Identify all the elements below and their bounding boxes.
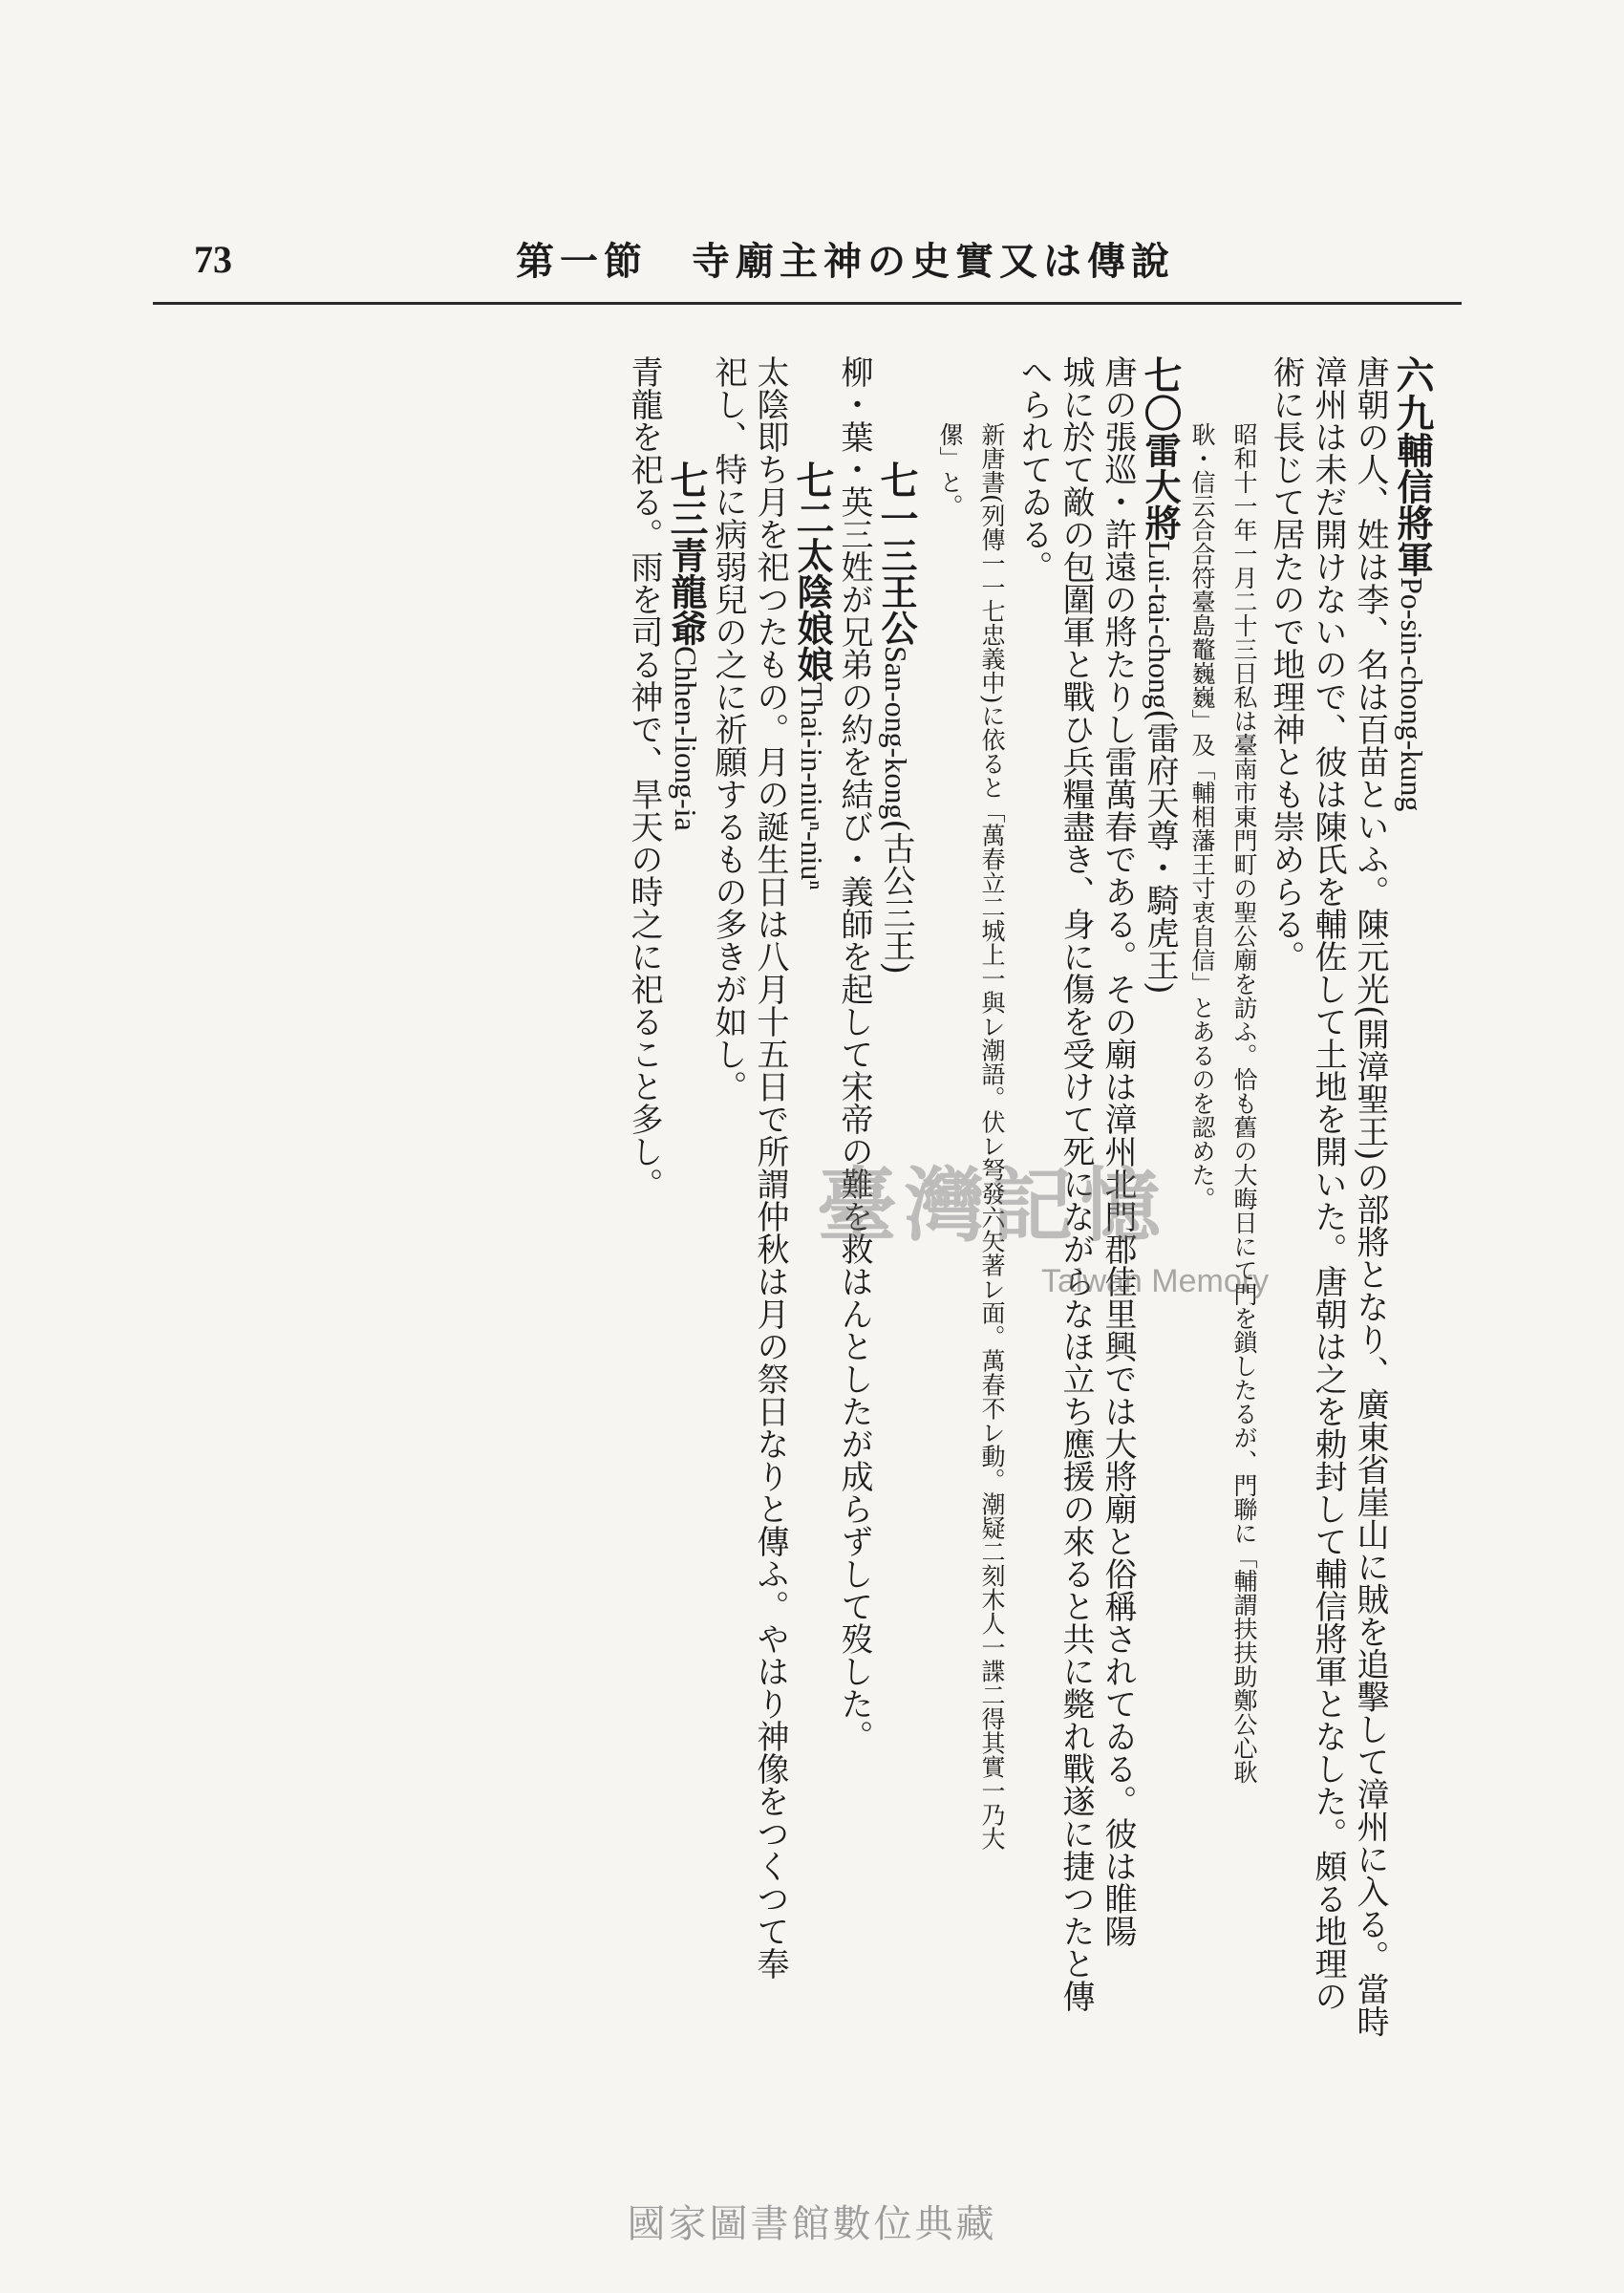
- section-alias: (雷府天尊・騎虎王): [1141, 708, 1179, 995]
- note-line: 新唐書(列傳一一七忠義中)に依ると「萬春立二城上一與レ潮語。伏レ弩發六矢著レ面。萬春不レ動。潮疑二刻木人一諜二得其實一乃大: [978, 422, 1006, 1851]
- paragraph-line: 柳・葉・英三姓が兄弟の約を結び・義師を起して宋帝の難を救はんとしたが成らずして歿した。: [835, 355, 873, 1752]
- note-line: 傫」と。: [936, 422, 964, 518]
- note-line: 耿・信云合合符臺島鼇巍巍」及「輔相藩王寸衷自信」とあるのを認めた。: [1188, 422, 1216, 1211]
- paragraph-line: 唐朝の人、姓は李、名は百苗といふ。陳元光(開漳聖王)の部將となり、廣東省崖山に賊を追擊して漳州に入る。當時: [1351, 355, 1389, 2038]
- section-title: 太陰娘娘: [791, 537, 834, 682]
- section-73-heading: [665, 355, 707, 1922]
- section-number: 七〇: [1138, 355, 1183, 432]
- text-body: [196, 355, 1435, 2038]
- paragraph-line: 太陰即ち月を祀つたもの。月の誕生日は八月十五日で所謂仲秋は月の祭日なりと傳ふ。やはり神像をつくつて奉: [751, 355, 789, 1980]
- section-romanization: Thai-in-niuⁿ-niuⁿ: [795, 682, 829, 890]
- section-romanization: Lui-tai-chong: [1143, 541, 1177, 709]
- section-alias: (古公三王): [877, 819, 915, 975]
- section-title: 三王公: [875, 537, 918, 646]
- section-romanization: Chhen-liong-ia: [669, 646, 703, 831]
- section-romanization: San-ong-kong: [879, 646, 913, 820]
- header-rule: [153, 302, 1462, 305]
- paragraph-line: 城に於て敵の包圍軍と戰ひ兵糧盡き、身に傷を受けて死にながらなほ立ち應援の來ると共に斃れ戰遂に捷つたと傳: [1057, 355, 1095, 2012]
- footer-credit: 國家圖書館數位典藏: [627, 2202, 997, 2246]
- section-71-heading: [875, 355, 917, 1922]
- watermark-subtitle: Taiwan Memory: [1041, 1263, 1270, 1299]
- paragraph-line: 漳州は未だ開けないので、彼は陳氏を輔佐して土地を開いた。唐朝は之を勅封して輔信將軍となした。頗る地理の: [1309, 355, 1347, 2012]
- section-gap: [917, 355, 929, 356]
- section-72-heading: [791, 355, 833, 1922]
- section-title: 青龍爺: [665, 537, 708, 646]
- section-70-heading: [1139, 355, 1181, 1922]
- note-line: 昭和十一年一月二十三日私は臺南市東門町の聖公廟を訪ふ。恰も舊の大晦日にて門を鎖したるが、門聯に「輔謂扶扶助鄭公心耿: [1230, 422, 1258, 1784]
- section-number: 七三: [664, 461, 709, 537]
- page-number: 73: [194, 238, 232, 281]
- paragraph-line: 術に長じて居たので地理神とも崇めらる。: [1267, 355, 1305, 973]
- section-number: 七二: [790, 461, 835, 537]
- paragraph-line: 祀し、特に病弱兒の之に祈願するもの多きが如し。: [709, 355, 747, 1103]
- section-romanization: Po-sin-chong-kung: [1395, 577, 1429, 812]
- section-number: 七一: [874, 461, 919, 537]
- section-title: 雷大將: [1139, 432, 1182, 541]
- watermark-logo: 臺灣記憶: [817, 1158, 1169, 1253]
- paragraph-line: へられてゐる。: [1015, 355, 1053, 583]
- section-69-heading: [1391, 355, 1433, 1922]
- section-number: 六九: [1390, 355, 1435, 432]
- paragraph-line: 唐の張巡・許遠の將たりし雷萬春である。その廟は漳州北門郡佳里興では大將廟と俗稱されてゐる。彼は睢陽: [1099, 355, 1137, 1947]
- paragraph-line: 青龍を祀る。雨を司る神で、旱天の時之に祀ること多し。: [625, 355, 663, 1200]
- section-title: 輔信將軍: [1391, 432, 1434, 577]
- running-header: 第一節 寺廟主神の史實又は傳說: [516, 239, 1175, 284]
